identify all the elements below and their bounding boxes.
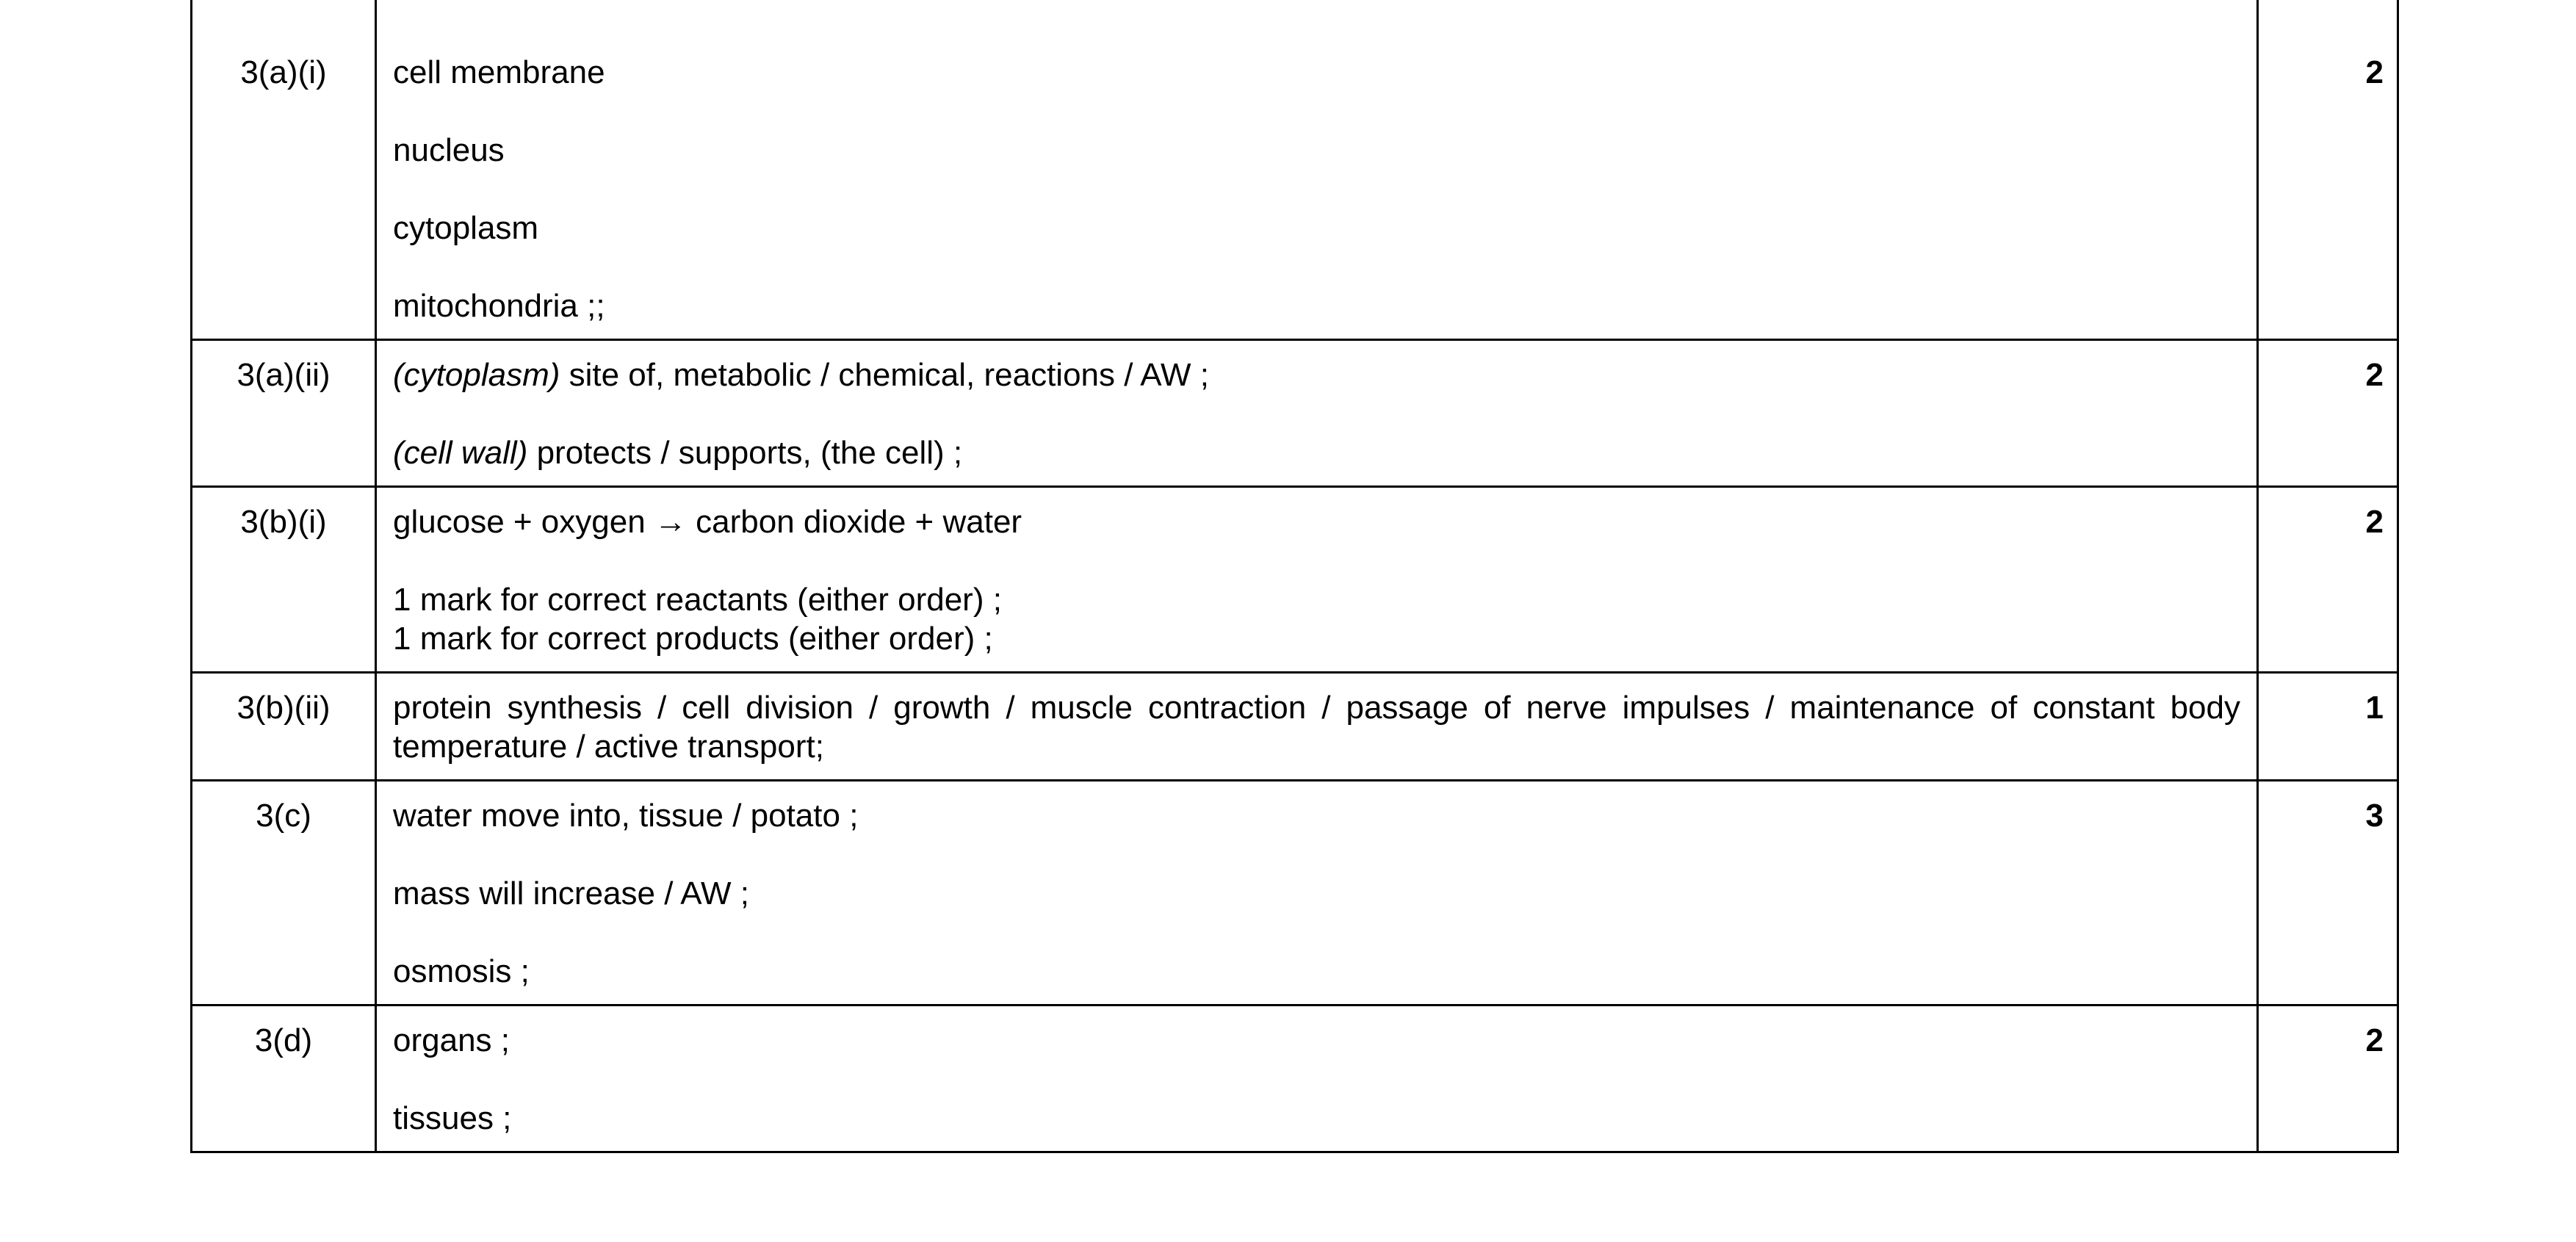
marks-value: 2 bbox=[2258, 340, 2398, 487]
answer-emphasis: (cytoplasm) bbox=[393, 357, 560, 393]
table-row bbox=[192, 781, 2398, 1005]
question-number: 3(a)(ii) bbox=[192, 340, 376, 487]
answer-emphasis: (cell wall) bbox=[393, 435, 528, 471]
answer-cell bbox=[376, 340, 2258, 487]
answer-text: site of, metabolic / chemical, reactions / AW ; bbox=[560, 357, 1209, 393]
marks-value: 2 bbox=[2258, 487, 2398, 673]
mark-scheme-table bbox=[190, 0, 2399, 1153]
table-row bbox=[192, 0, 2398, 340]
table-row bbox=[192, 340, 2398, 487]
answer-cell bbox=[376, 673, 2258, 781]
answer-text: protects / supports, (the cell) ; bbox=[527, 435, 963, 471]
answer-line bbox=[393, 355, 2240, 394]
table-row bbox=[192, 673, 2398, 781]
table-row bbox=[192, 1005, 2398, 1152]
answer-cell bbox=[376, 0, 2258, 340]
answer-line: water move into, tissue / potato ; bbox=[393, 798, 859, 834]
answer-cell bbox=[376, 1005, 2258, 1152]
answer-line: nucleus bbox=[393, 132, 505, 168]
answer-line: osmosis ; bbox=[393, 953, 530, 989]
answer-line: protein synthesis / cell division / growth / muscle contraction / passage of nerve impulses / maintenance of constant body temperature / active transport; bbox=[393, 690, 2240, 765]
answer-line: tissues ; bbox=[393, 1100, 512, 1136]
answer-line: mass will increase / AW ; bbox=[393, 875, 749, 911]
marks-value: 2 bbox=[2258, 1005, 2398, 1152]
table-row bbox=[192, 487, 2398, 673]
question-number: 3(b)(i) bbox=[192, 487, 376, 673]
marks-value: 2 bbox=[2258, 0, 2398, 340]
answer-line: cell membrane bbox=[393, 54, 605, 90]
question-number: 3(c) bbox=[192, 781, 376, 1005]
question-number: 3(a)(i) bbox=[192, 0, 376, 340]
word-equation: glucose + oxygen → carbon dioxide + water bbox=[393, 504, 1022, 540]
marking-guidance bbox=[393, 580, 2240, 658]
answer-cell bbox=[376, 487, 2258, 673]
answer-line: 1 mark for correct reactants (either order) ; bbox=[393, 582, 1002, 618]
answer-line: organs ; bbox=[393, 1022, 510, 1058]
marks-value: 1 bbox=[2258, 673, 2398, 781]
answer-line: cytoplasm bbox=[393, 210, 539, 246]
question-number: 3(d) bbox=[192, 1005, 376, 1152]
answer-line bbox=[393, 433, 2240, 472]
marks-value: 3 bbox=[2258, 781, 2398, 1005]
answer-cell bbox=[376, 781, 2258, 1005]
question-number: 3(b)(ii) bbox=[192, 673, 376, 781]
answer-line: mitochondria ;; bbox=[393, 288, 605, 324]
answer-line: 1 mark for correct products (either order) ; bbox=[393, 621, 993, 657]
